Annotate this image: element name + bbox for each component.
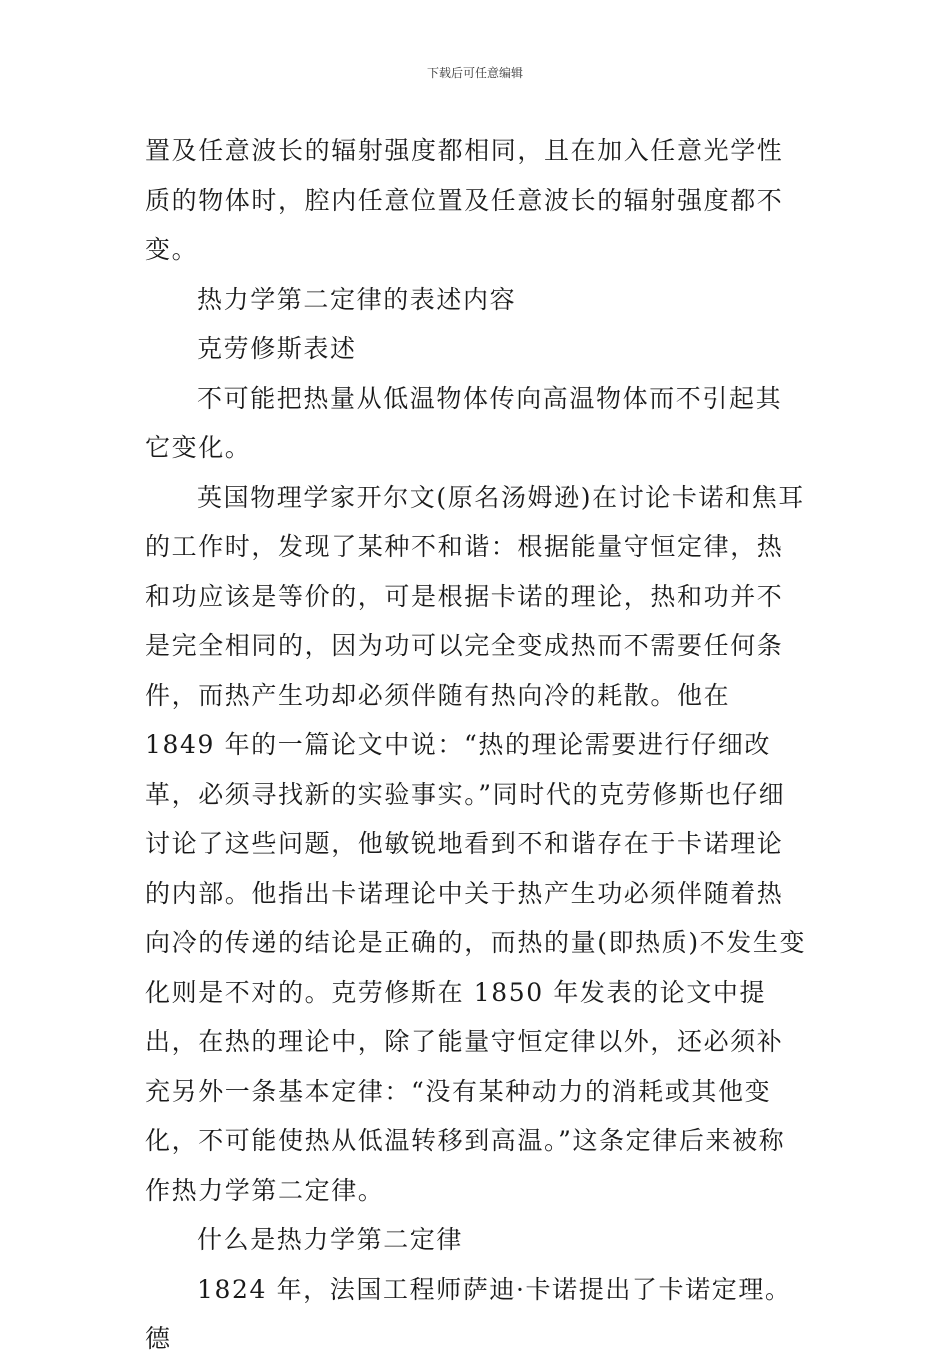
page-header: 下载后可任意编辑 xyxy=(426,66,523,80)
document-body xyxy=(145,126,807,1364)
section-heading-2: 什么是热力学第二定律 xyxy=(197,1225,464,1254)
section-heading: 热力学第二定律的表述内容 xyxy=(197,284,517,314)
paragraph-continuation: 置及任意波长的辐射强度都相同，且在加入任意光学性质的物体时，腔内任意位置及任意波长的辐射强度都不变。 xyxy=(145,136,784,264)
subsection-heading: 克劳修斯表述 xyxy=(197,334,357,363)
paragraph-carnot: 1824 年，法国工程师萨迪·卡诺提出了卡诺定理。德 xyxy=(145,1274,792,1353)
paragraph-history: 英国物理学家开尔文(原名汤姆逊)在讨论卡诺和焦耳的工作时，发现了某种不和谐：根据能量守恒定律，热和功应该是等价的，可是根据卡诺的理论，热和功并不是完全相同的，因为功可以完全变成热而不需要任何条件，而热产生功却必须伴随有热向冷的耗散。他在 1849 年的一篇论文中说：“热的理论需要进行仔细改革，必须寻找新的实验事实。”同时代的克劳修斯也仔细讨论了这些问题，他敏锐地看到不和谐存在于卡诺理论的内部。他指出卡诺理论中关于热产生功必须伴随着热向冷的传递的结论是正确的，而热的量(即热质)不发生变化则是不对的。克劳修斯在 1850 年发表的论文中提出，在热的理论中，除了能量守恒定律以外，还必须补充另外一条基本定律：“没有某种动力的消耗或其他变化，不可能使热从低温转移到高温。”这条定律后来被称作热力学第二定律。 xyxy=(145,482,807,1205)
paragraph-statement: 不可能把热量从低温物体传向高温物体而不引起其它变化。 xyxy=(145,383,783,462)
